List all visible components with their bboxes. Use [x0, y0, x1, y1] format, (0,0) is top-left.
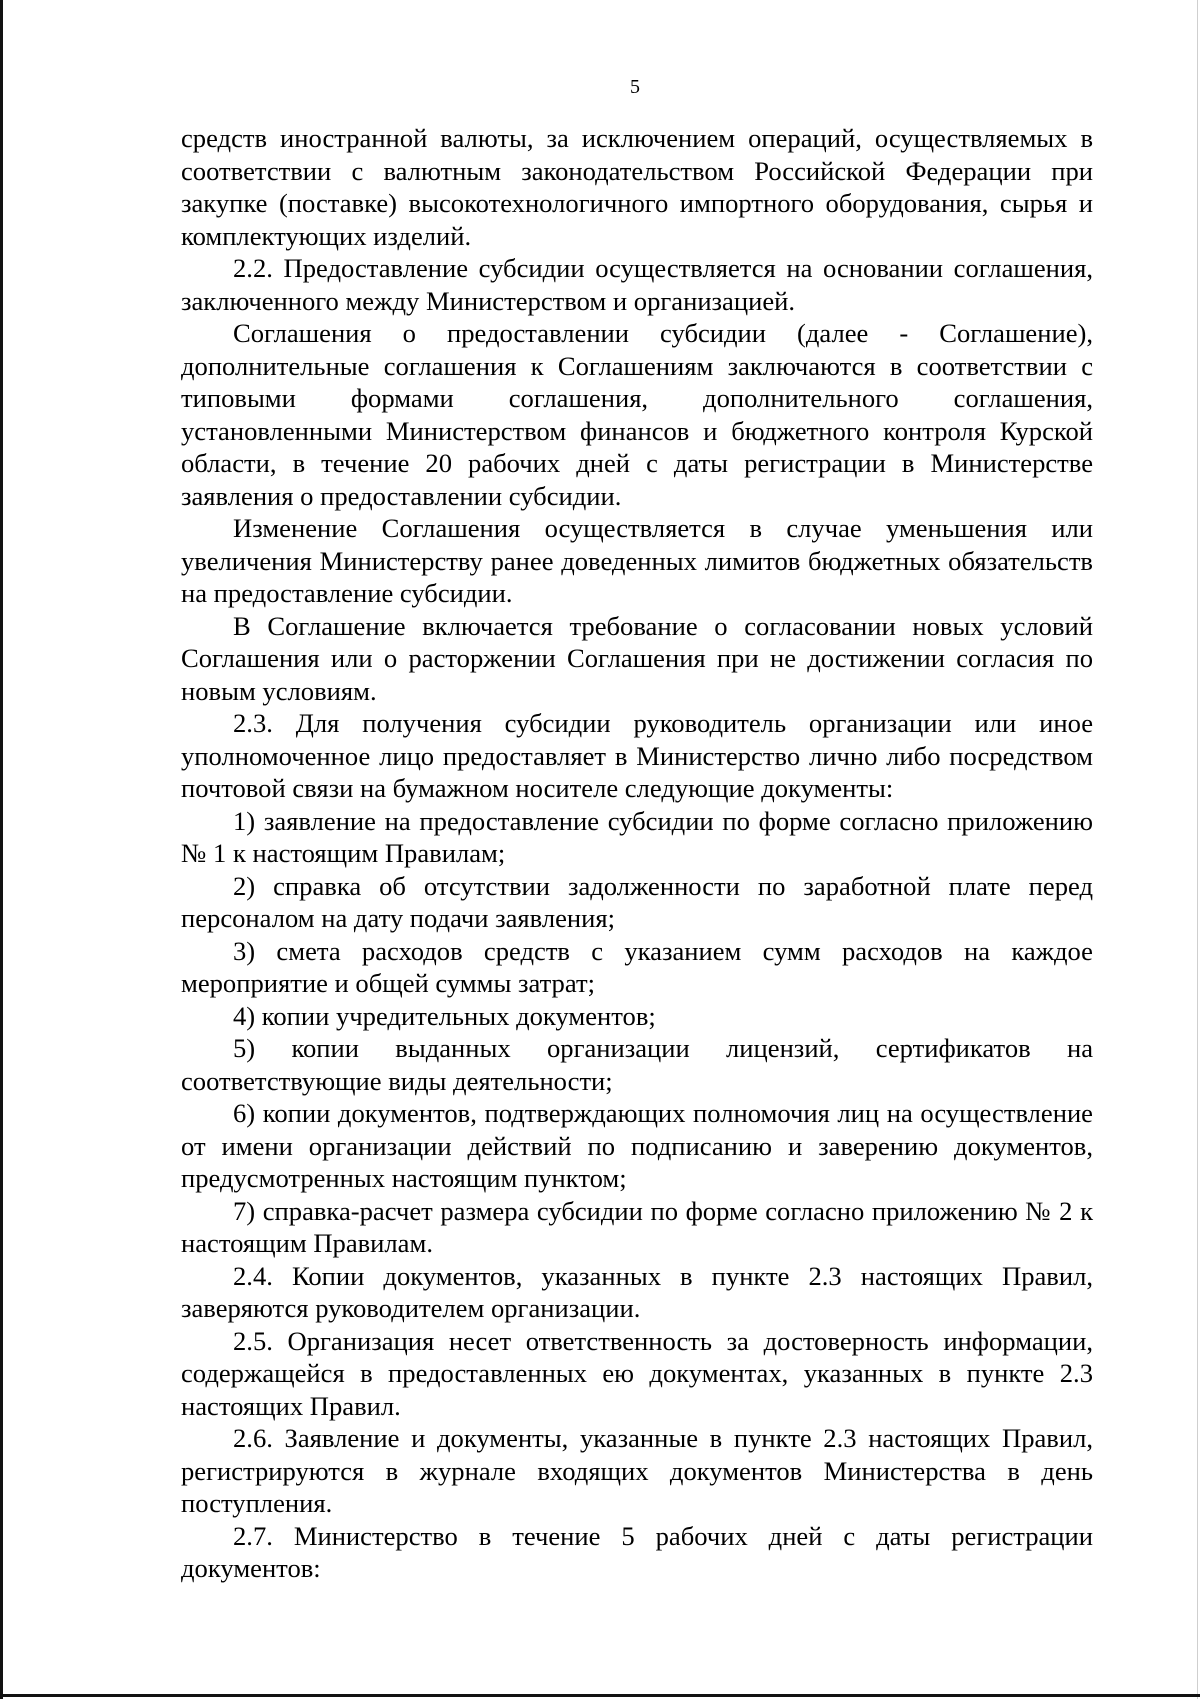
- paragraph-continuation: средств иностранной валюты, за исключением операций, осуществляемых в соответствии с валютным законодательством Российской Федерации при закупке (поставке) высокотехнологичного импортного оборудования, сырья и комплектующих изделий.: [181, 123, 1093, 251]
- page-number: 5: [630, 76, 640, 98]
- list-item-5: 5) копии выданных организации лицензий, сертификатов на соответствующие виды деятельности;: [181, 1033, 1093, 1096]
- paragraph-agreement: Соглашения о предоставлении субсидии (далее - Соглашение), дополнительные соглашения к Соглашениям заключаются в соответствии с типовыми формами соглашения, дополнительного соглашения, установленными Министерством финансов и бюджетного контроля Курской области, в течение 20 рабочих дней с даты регистрации в Министерстве заявления о предоставлении субсидии.: [181, 318, 1093, 511]
- paragraph-2-5: 2.5. Организация несет ответственность за достоверность информации, содержащейся в предоставленных ею документах, указанных в пункте 2.3 настоящих Правил.: [181, 1325, 1093, 1421]
- paragraph-2-6: 2.6. Заявление и документы, указанные в пункте 2.3 настоящих Правил, регистрируются в журнале входящих документов Министерства в день поступления.: [181, 1423, 1093, 1518]
- paragraph-2-7: 2.7. Министерство в течение 5 рабочих дней с даты регистрации документов:: [181, 1520, 1093, 1583]
- scan-edge-right: [1197, 0, 1198, 1699]
- list-item-2: 2) справка об отсутствии задолженности по заработной плате перед персоналом на дату подачи заявления;: [181, 870, 1093, 933]
- paragraph-2-2: 2.2. Предоставление субсидии осуществляется на основании соглашения, заключенного между Министерством и организацией.: [181, 253, 1093, 316]
- paragraph-agreement-change: Изменение Соглашения осуществляется в случае уменьшения или увеличения Министерству ранее доведенных лимитов бюджетных обязательств на предоставление субсидии.: [181, 513, 1093, 608]
- list-item-1: 1) заявление на предоставление субсидии по форме согласно приложению № 1 к настоящим Правилам;: [181, 805, 1093, 868]
- list-item-3: 3) смета расходов средств с указанием сумм расходов на каждое мероприятие и общей суммы затрат;: [181, 935, 1093, 998]
- scan-edge-bottom: [0, 1694, 1200, 1697]
- paragraph-agreement-requirement: В Соглашение включается требование о согласовании новых условий Соглашения или о расторжении Соглашения при не достижении согласия по новым условиям.: [181, 610, 1093, 706]
- list-item-6: 6) копии документов, подтверждающих полномочия лиц на осуществление от имени организации действий по подписанию и заверению документов, предусмотренных настоящим пунктом;: [181, 1098, 1093, 1193]
- paragraph-2-4: 2.4. Копии документов, указанных в пункте 2.3 настоящих Правил, заверяются руководителем организации.: [181, 1260, 1093, 1323]
- paragraph-2-3: 2.3. Для получения субсидии руководитель организации или иное уполномоченное лицо предоставляет в Министерство лично либо посредством почтовой связи на бумажном носителе следующие документы:: [181, 708, 1093, 803]
- scan-edge-left: [0, 0, 3, 1699]
- list-item-4: 4) копии учредительных документов;: [233, 1000, 656, 1031]
- document-body: [181, 122, 1093, 1585]
- list-item-7: 7) справка-расчет размера субсидии по форме согласно приложению № 2 к настоящим Правилам.: [181, 1195, 1093, 1258]
